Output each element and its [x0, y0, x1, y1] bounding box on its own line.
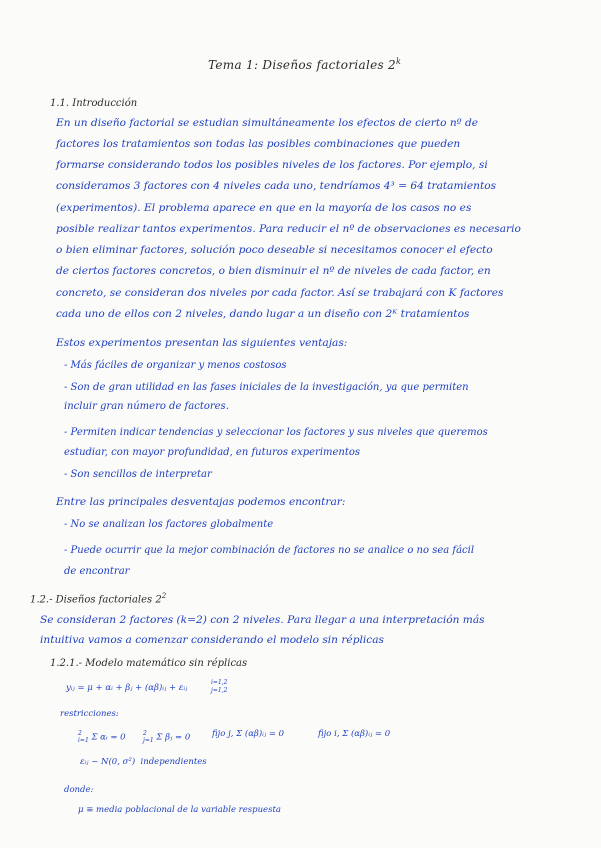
- error-distribution: [80, 758, 207, 767]
- disadvantage-item-2: - Puede ocurrir que la mejor combinación de factores no se analice o no sea fácil: [64, 545, 475, 556]
- page-title-exponent: k: [396, 57, 402, 66]
- advantage-item-2: - Son de gran utilidad en las fases iniciales de la investigación, ya que permiten: [64, 382, 469, 393]
- advantage-item-3: - Permiten indicar tendencias y seleccionar los factores y sus niveles que queremos: [64, 427, 488, 438]
- section-heading-disenos-factoriales: [30, 593, 166, 605]
- page-title-text: Tema 1: Diseños factoriales 2: [208, 58, 396, 72]
- intro-line-6: posible realizar tantos experimentos. Para reducir el nº de observaciones es necesario: [56, 223, 521, 235]
- section-1-2-line-1: Se consideran 2 factores (k=2) con 2 niveles. Para llegar a una interpretación más: [40, 614, 485, 626]
- restriction-alpha-text: Σ αᵢ = 0: [91, 732, 126, 743]
- restriction-sum-beta: [143, 730, 190, 744]
- intro-line-4: consideramos 3 factores con 4 niveles cada uno, tendríamos 4³ = 64 tratamientos: [56, 180, 497, 192]
- page-title: [208, 58, 401, 71]
- restriction-interaction-j-text: fijo j, Σ (αβ)ᵢⱼ = 0: [212, 729, 285, 739]
- sum-top: 2: [78, 730, 82, 737]
- advantage-item-4: - Son sencillos de interpretar: [64, 469, 212, 480]
- sum-bottom: i=1: [78, 737, 89, 744]
- restriction-beta-text: Σ βⱼ = 0: [156, 732, 191, 743]
- restriction-sum-alpha: [78, 730, 126, 744]
- intro-line-10: cada uno de ellos con 2 niveles, dando lugar a un diseño con 2ᴷ tratamientos: [56, 308, 470, 320]
- model-index-j: j=1,2: [211, 687, 228, 694]
- sum-limits-beta: [143, 730, 154, 744]
- intro-line-9: concreto, se consideran dos niveles por cada factor. Así se trabajará con K factores: [56, 287, 504, 299]
- disadvantage-item-1: - No se analizan los factores globalmente: [64, 519, 274, 530]
- restrictions-label: restricciones:: [60, 709, 119, 719]
- advantage-item-3-cont: estudiar, con mayor profundidad, en futuros experimentos: [64, 447, 361, 458]
- model-index-range: [211, 679, 228, 695]
- sum-bottom: j=1: [143, 737, 154, 744]
- intro-line-8: de ciertos factores concretos, o bien disminuir el nº de niveles de cada factor, en: [56, 265, 491, 277]
- disadvantages-intro: Entre las principales desventajas podemos encontrar:: [56, 496, 346, 508]
- advantages-intro: Estos experimentos presentan las siguientes ventajas:: [56, 337, 348, 349]
- advantage-item-2-cont: incluir gran número de factores.: [64, 401, 229, 412]
- section-1-2-line-2: intuitiva vamos a comenzar considerando el modelo sin réplicas: [40, 634, 384, 646]
- model-index-i: i=1,2: [211, 679, 228, 686]
- advantage-item-1: - Más fáciles de organizar y menos costosos: [64, 360, 287, 371]
- error-distribution-formula: εᵢⱼ ~ N(0, σ²): [80, 757, 136, 767]
- error-distribution-tail: independientes: [140, 757, 207, 767]
- disadvantage-item-2-cont: de encontrar: [64, 566, 130, 577]
- restriction-interaction-j: [212, 730, 284, 739]
- section-heading-introduccion: 1.1. Introducción: [50, 98, 138, 109]
- restriction-interaction-i-text: fijo i, Σ (αβ)ᵢⱼ = 0: [318, 729, 391, 739]
- model-equation: yᵢⱼ = μ + αᵢ + βⱼ + (αβ)ᵢⱼ + εᵢⱼ: [66, 683, 188, 693]
- intro-line-5: (experimentos). El problema aparece en que en la mayoría de los casos no es: [56, 202, 472, 214]
- section-1-2-heading-text: 1.2.- Diseños factoriales 2: [30, 594, 162, 606]
- intro-line-2: factores los tratamientos son todas las posibles combinaciones que pueden: [56, 138, 461, 150]
- section-1-2-heading-exponent: 2: [161, 592, 167, 600]
- sum-top: 2: [143, 730, 147, 737]
- section-heading-modelo: 1.2.1.- Modelo matemático sin réplicas: [50, 658, 248, 669]
- mu-definition: μ ≡ media poblacional de la variable respuesta: [78, 805, 281, 815]
- intro-line-1: En un diseño factorial se estudian simultáneamente los efectos de cierto nº de: [56, 117, 479, 129]
- intro-line-7: o bien eliminar factores, solución poco deseable si necesitamos conocer el efecto: [56, 244, 493, 256]
- where-label: donde:: [64, 785, 94, 795]
- sum-limits-alpha: [78, 730, 89, 744]
- restriction-interaction-i: [318, 730, 390, 739]
- intro-line-3: formarse considerando todos los posibles niveles de los factores. Por ejemplo, si: [56, 159, 488, 171]
